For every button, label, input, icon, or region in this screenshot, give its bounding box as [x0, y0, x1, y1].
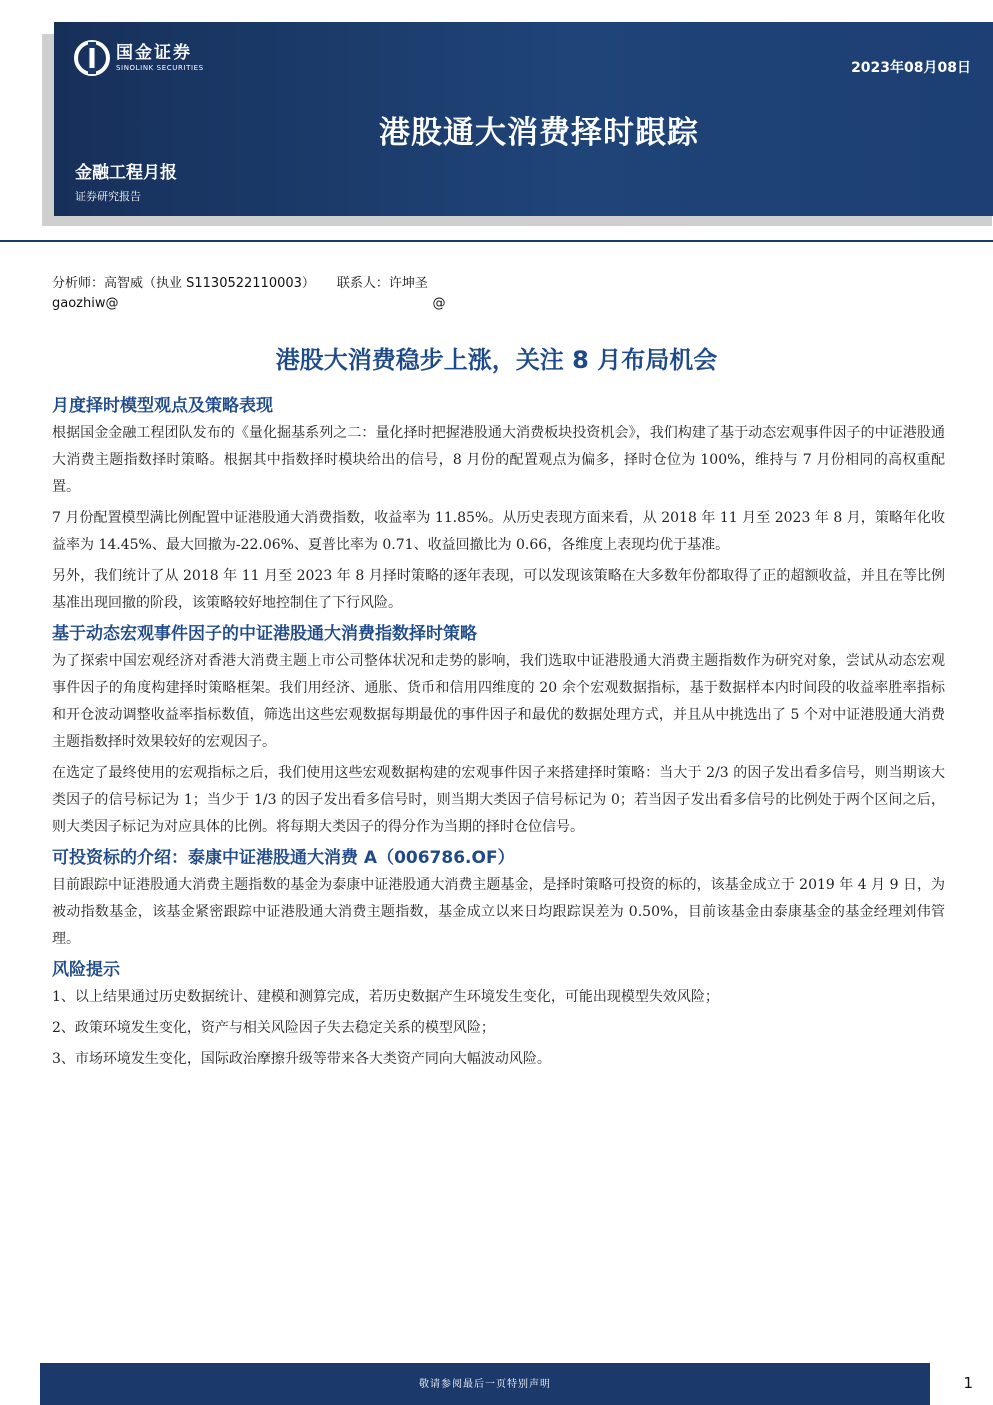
paragraph: 目前跟踪中证港股通大消费主题指数的基金为泰康中证港股通大消费主题基金，是择时策略可投资的标的，该基金成立于 2019 年 4 月 9 日，为被动指数基金，该基金紧密跟踪中证港股通大消费主题指数，基金成立以来日均跟踪误差为 0.50%，目前该基金由泰康基金的基金经理刘伟管理。	[52, 877, 945, 947]
brand-logo	[74, 40, 204, 76]
analyst-email[interactable]: gaozhiw@	[52, 296, 119, 311]
section-heading: 基于动态宏观事件因子的中证港股通大消费指数择时策略	[52, 624, 477, 644]
section-investable-fund	[52, 845, 945, 953]
paragraph: 在选定了最终使用的宏观指标之后，我们使用这些宏观数据构建的宏观事件因子来搭建择时策略：当大于 2/3 的因子发出看多信号，则当期该大类因子的信号标记为 1；当少于 1/3 的因子发出看多信号时，则当期大类因子信号标记为 0；若当因子发出看多信号的比例处于两个区间之后，则大类因子标记为对应具体的比例。将每期大类因子的得分作为当期的择时仓位信号。	[52, 765, 945, 835]
section-timing-view	[52, 393, 945, 617]
report-title: 港股通大消费择时跟踪	[379, 115, 699, 151]
section-strategy	[52, 621, 945, 841]
contact-email[interactable]: @	[432, 296, 446, 311]
paragraph: 7 月份配置模型满比例配置中证港股通大消费指数，收益率为 11.85%。从历史表现方面来看，从 2018 年 11 月至 2023 年 8 月，策略年化收益率为 14.45%、最大回撤为-22.06%、夏普比率为 0.71、收益回撤比为 0.66，各维度上表现均优于基准。	[52, 510, 945, 553]
report-subtitle: 金融工程月报	[75, 163, 177, 183]
report-type: 证券研究报告	[75, 190, 141, 203]
paragraph: 另外，我们统计了从 2018 年 11 月至 2023 年 8 月择时策略的逐年表现，可以发现该策略在大多数年份都取得了正的超额收益，并且在等比例基准出现回撤的阶段，该策略较好地控制住了下行风险。	[52, 568, 945, 611]
page-number: 1	[963, 1374, 973, 1392]
header-divider	[0, 240, 993, 242]
brand-name-en: SINOLINK SECURITIES	[116, 64, 204, 72]
report-body	[52, 393, 945, 1077]
section-heading: 风险提示	[52, 960, 120, 980]
section-risk	[52, 957, 945, 1073]
contact-name: 联系人：许坤圣	[336, 276, 428, 291]
risk-item: 1、以上结果通过历史数据统计、建模和测算完成，若历史数据产生环境发生变化，可能出现模型失效风险；	[52, 989, 719, 1005]
brand-name-cn: 国金证券	[116, 43, 192, 63]
risk-item: 2、政策环境发生变化，资产与相关风险因子失去稳定关系的模型风险；	[52, 1020, 495, 1036]
paragraph: 根据国金金融工程团队发布的《量化掘基系列之二：量化择时把握港股通大消费板块投资机会》，我们构建了基于动态宏观事件因子的中证港股通大消费主题指数择时策略。根据其中指数择时模块给出的信号，8 月份的配置观点为偏多，择时仓位为 100%，维持与 7 月份相同的高权重配置。	[52, 425, 945, 495]
risk-item: 3、市场环境发生变化，国际政治摩擦升级等带来各大类资产同向大幅波动风险。	[52, 1051, 551, 1067]
footer-disclaimer: 敬请参阅最后一页特别声明	[40, 1365, 930, 1405]
paragraph: 为了探索中国宏观经济对香港大消费主题上市公司整体状况和走势的影响，我们选取中证港股通大消费主题指数作为研究对象，尝试从动态宏观事件因子的角度构建择时策略框架。我们用经济、通胀、货币和信用四维度的 20 余个宏观数据指标，基于数据样本内时间段的收益率胜率指标和开仓波动调整收益率指标数值，筛选出这些宏观数据每期最优的事件因子和最优的数据处理方式，并且从中挑选出了 5 个对中证港股通大消费主题指数择时效果较好的宏观因子。	[52, 653, 945, 750]
main-headline: 港股大消费稳步上涨，关注 8 月布局机会	[275, 346, 718, 374]
header-banner	[54, 22, 993, 216]
section-heading: 可投资标的介绍：泰康中证港股通大消费 A（006786.OF）	[52, 848, 515, 868]
report-date: 2023年08月08日	[851, 60, 971, 76]
sinolink-logo-icon	[74, 40, 110, 76]
author-block	[52, 274, 445, 314]
section-heading: 月度择时模型观点及策略表现	[52, 396, 273, 416]
analyst-name: 分析师：高智威（执业 S1130522110003）	[52, 276, 315, 291]
